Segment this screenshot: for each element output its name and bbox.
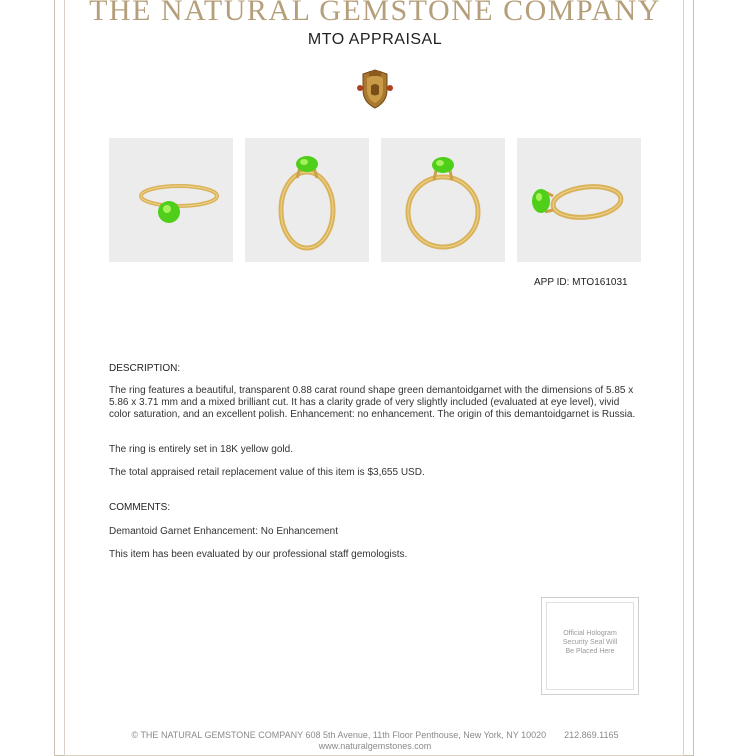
comments-line-1: Demantoid Garnet Enhancement: No Enhancement: [109, 526, 339, 537]
description-label: DESCRIPTION:: [109, 363, 181, 374]
footer: [0, 730, 750, 752]
company-name: THE NATURAL GEMSTONE COMPANY: [89, 0, 661, 27]
ring-photo-top: [109, 138, 233, 262]
description-paragraph-1: The ring features a beautiful, transparent 0.88 carat round shape green demantoidgarnet with the dimensions of 5.85 x 5.86 x 3.71 mm and a mixed brilliant cut. It has a clarity grade of very slightly included (evaluated at eye level), vivid color saturation, and an excellent polish. Enhancement: no enhancement. The origin of this demantoidgarnet is Russia.: [109, 385, 636, 420]
app-id: APP ID: MTO161031: [534, 277, 628, 288]
footer-phone: 212.869.1165: [564, 730, 619, 740]
ring-photo-side: [245, 138, 369, 262]
ring-photo-front: [381, 138, 505, 262]
document-title: MTO APPRAISAL: [307, 31, 443, 48]
ring-photo-angle: [517, 138, 641, 262]
footer-contact: [0, 730, 750, 741]
description-paragraph-3: The total appraised retail replacement value of this item is $3,655 USD.: [109, 467, 425, 478]
crest-icon: [356, 68, 394, 110]
seal-line-2: Security Seal Will: [562, 639, 618, 646]
footer-address: © THE NATURAL GEMSTONE COMPANY 608 5th Avenue, 11th Floor Penthouse, New York, NY 10020: [131, 730, 547, 740]
description-paragraph-2: The ring is entirely set in 18K yellow gold.: [109, 444, 293, 455]
seal-text: [542, 629, 638, 656]
hologram-seal-placeholder: [541, 597, 639, 695]
comments-line-2: This item has been evaluated by our professional staff gemologists.: [109, 549, 408, 560]
seal-line-1: Official Hologram: [563, 630, 617, 637]
seal-line-3: Be Placed Here: [565, 648, 615, 655]
footer-website[interactable]: www.naturalgemstones.com: [318, 741, 432, 751]
comments-label: COMMENTS:: [109, 502, 171, 513]
